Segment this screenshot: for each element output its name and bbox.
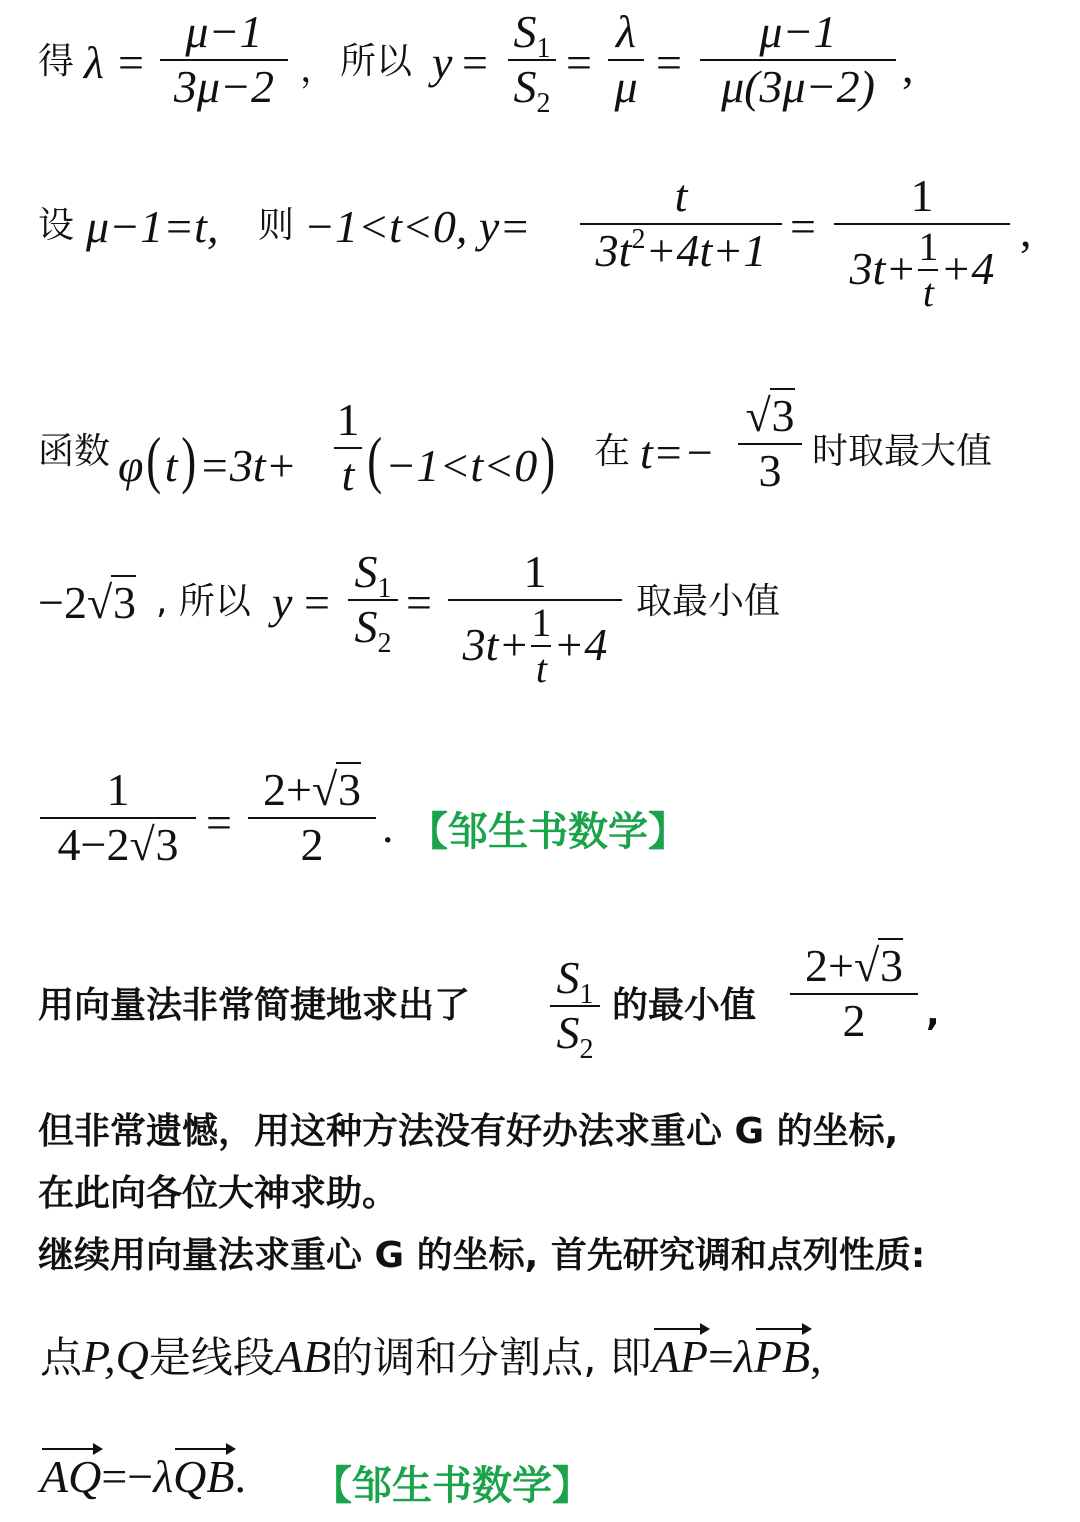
vector-qb: QB [173,1451,235,1502]
text-suoyi: 所以 [340,41,413,82]
formula-line-1: 得 λ = μ−1 3μ−2 ， 所以 y = $S_1$ $S_2$ = λ μ = μ−1 μ(3μ−2) , [38,6,914,119]
fraction-sqrt3-over-3: √ 3 3 [738,390,802,498]
fraction-one-over-t: 1 t [334,394,362,502]
para-line-1: 但非常遗憾，用这种方法没有好办法求重心 G 的坐标, [38,1111,899,1152]
para-line-2: 在此向各位大神求助。 [38,1173,399,1214]
fraction-two-plus-sqrt3: 2+ √ 3 2 [790,940,918,1048]
fraction-one-over: 1 3t+ 1 t +4 [448,546,622,691]
fraction-one-over-4-minus: 1 4−2 √ 3 [40,764,196,872]
fraction-s1-s2: $S_1$ $S_2$ [550,952,600,1060]
fraction-s1-s2: $S_1$ $S_2$ [348,546,398,654]
text-de: 得 [38,41,75,82]
formula-line-4: −2 √ 3 , 所以 y = $S_1$ $S_2$ = 1 3t+ 1 t +4 取最小值 [38,546,781,691]
brand-label: 【邹生书数学】 [312,1463,592,1509]
brand-label: 【邹生书数学】 [408,809,688,855]
formula-line-6: 用向量法非常简捷地求出了 $S_1$ $S_2$ 的最小值 2+ √ 3 2 , [38,940,940,1065]
formula-line-7: 点P,Q是线段AB的调和分割点, 即AP=λPB, [40,1331,822,1382]
fraction-one-over: 1 3t+ 1 t +4 [834,170,1010,315]
fraction-s1-s2: $S_1$ $S_2$ [508,6,556,114]
formula-line-2: 设 μ−1=t, 则 −1<t<0, y= t $3t^2+4t+1$ = 1 3t+ 1 t +4 , [38,170,1032,315]
vector-aq: AQ [40,1451,102,1502]
equals-sign: = [118,37,144,88]
formula-line-3: 函数 φ(t)=3t+ 1 t (−1<t<0) 在 t=− √ 3 3 时取最大值 [38,390,993,500]
fraction-two-plus-sqrt3: 2+ √ 3 2 [248,764,376,872]
formula-line-5: 1 4−2 √ 3 = 2+ √ 3 2 . 【邹生书数学】 [0,760,1080,900]
lambda-symbol: λ [84,37,104,88]
para-line-3: 继续用向量法求重心 G 的坐标, 首先研究调和点列性质: [38,1235,926,1276]
formula-line-8: AQ=−λQB. 【邹生书数学】 [40,1451,592,1509]
fraction-lambda-mu: λ μ [608,6,644,114]
fraction-t-quadratic: t $3t^2+4t+1$ [580,170,782,278]
fraction-lambda: μ−1 3μ−2 [160,6,288,114]
vector-pb: PB [753,1331,811,1382]
paragraph-text [0,1110,1080,1290]
fraction-y-result: μ−1 μ(3μ−2) [700,6,896,114]
vector-ap: AP [651,1331,709,1382]
